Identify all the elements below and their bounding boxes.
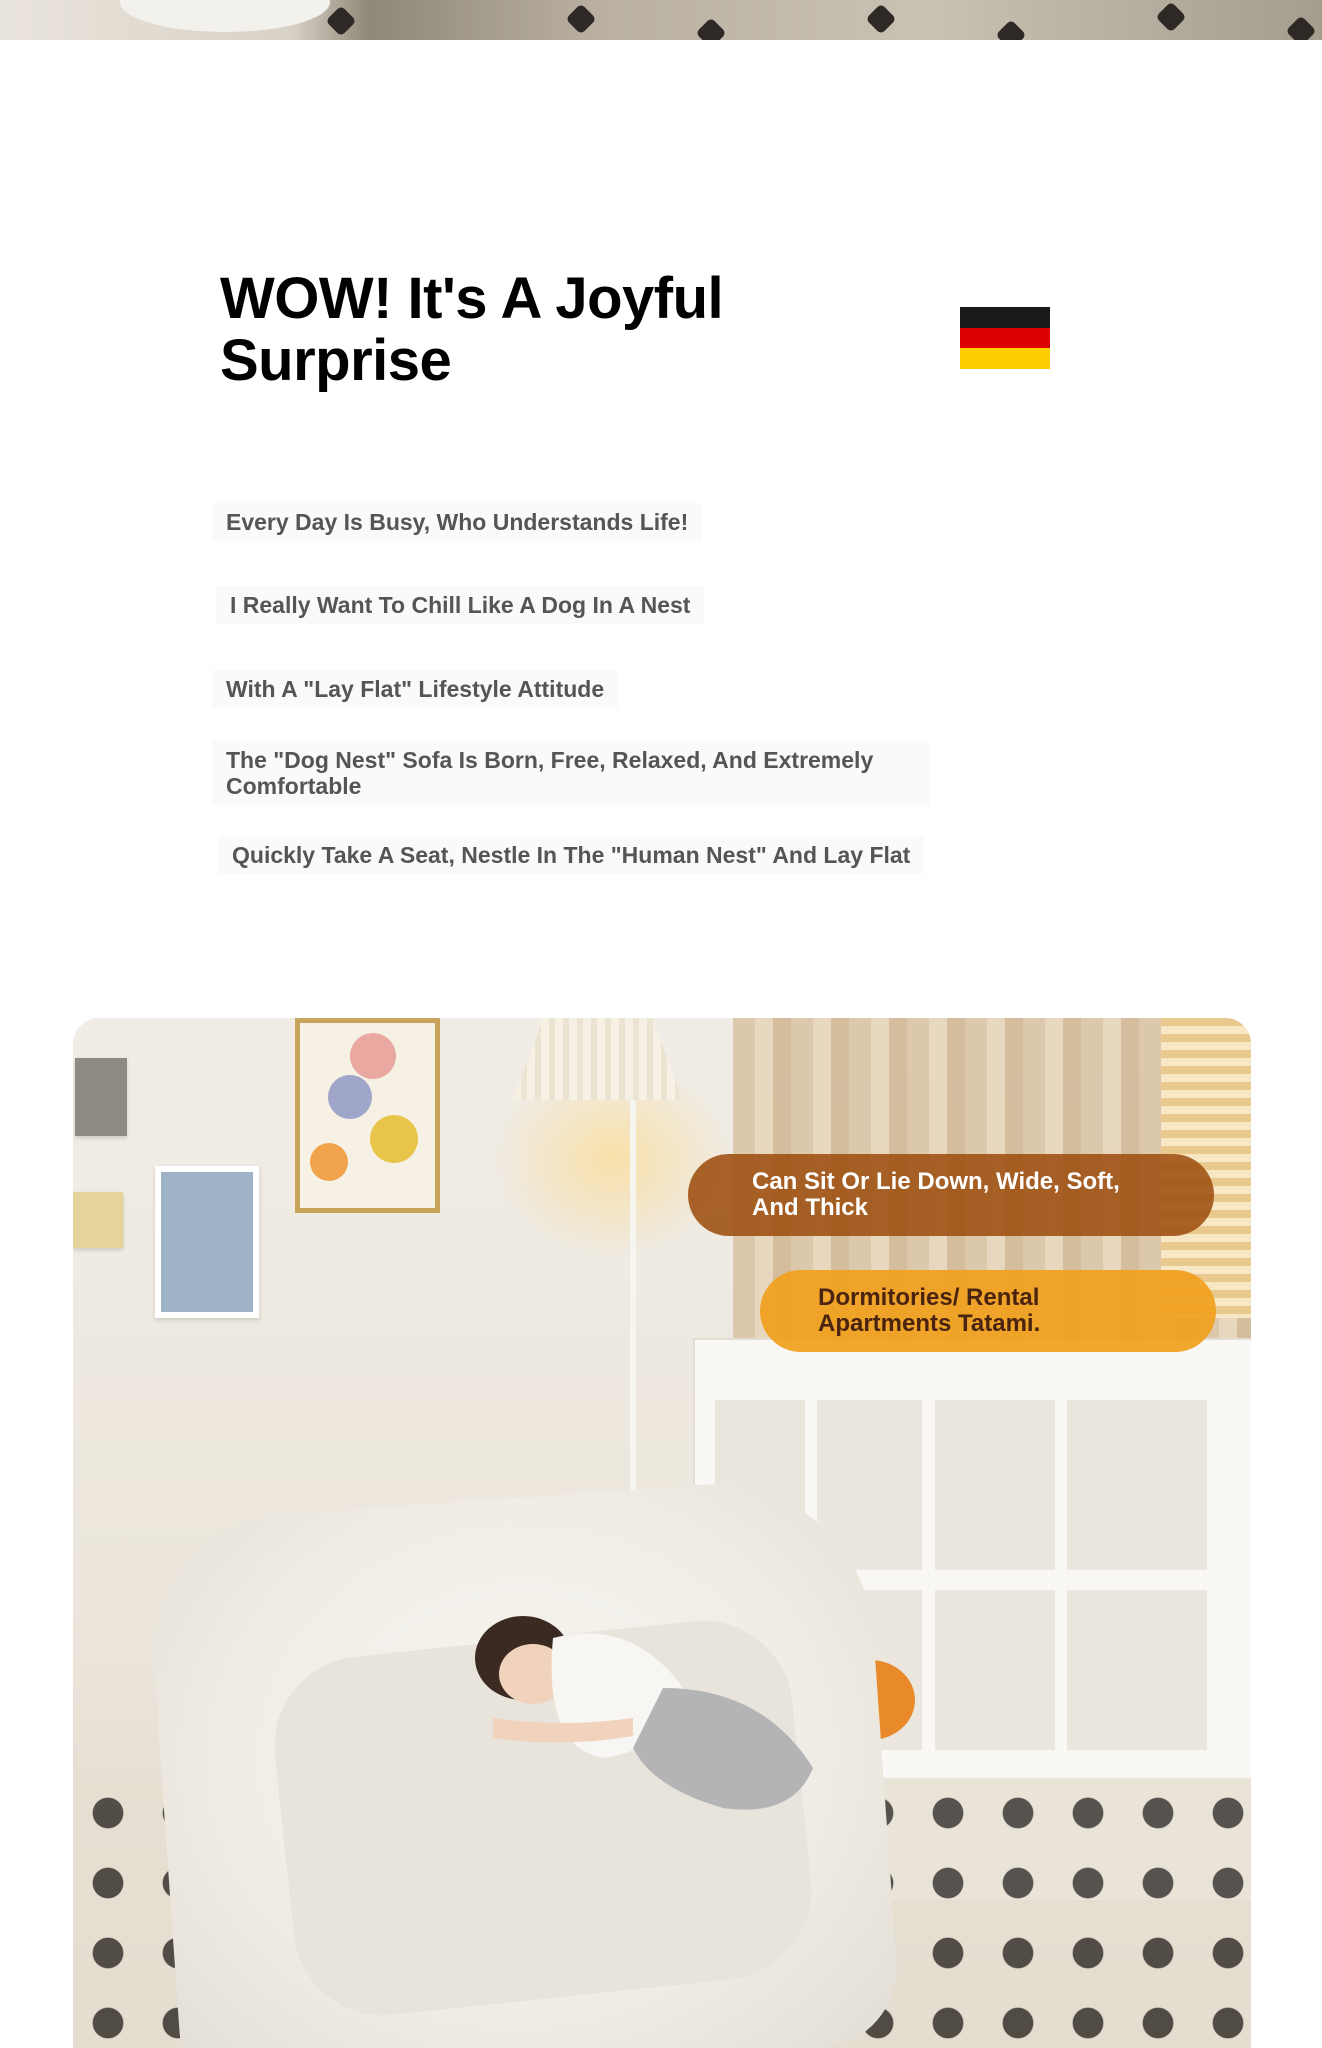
flag-stripe-red bbox=[960, 328, 1050, 349]
woman-pants bbox=[633, 1688, 813, 1810]
flower-shape bbox=[328, 1075, 372, 1119]
tagline-line-2: I Really Want To Chill Like A Dog In A Nest bbox=[216, 586, 704, 624]
rug-dot bbox=[325, 5, 356, 36]
tagline-line-1: Every Day Is Busy, Who Understands Life! bbox=[212, 503, 702, 541]
feature-badge-text: Can Sit Or Lie Down, Wide, Soft, And Thick bbox=[752, 1168, 1120, 1221]
flower-art-frame bbox=[295, 1018, 440, 1213]
shelf-cell bbox=[1067, 1590, 1207, 1750]
flower-shape bbox=[350, 1033, 396, 1079]
rug-dot bbox=[565, 3, 596, 34]
shelf-cell bbox=[1067, 1400, 1207, 1570]
rug-dot bbox=[695, 17, 726, 40]
rug-dot bbox=[1155, 1, 1186, 32]
top-photo-strip bbox=[0, 0, 1322, 40]
flower-shape bbox=[370, 1115, 418, 1163]
flag-stripe-black bbox=[960, 307, 1050, 328]
rug-dot bbox=[1285, 15, 1316, 40]
rug-dot bbox=[865, 3, 896, 34]
tagline-line-5: Quickly Take A Seat, Nestle In The "Human Nest" And Lay Flat bbox=[218, 836, 924, 874]
page-title: WOW! It's A Joyful Surprise bbox=[220, 266, 724, 393]
wall-note-card bbox=[73, 1192, 123, 1248]
wall-photo-card bbox=[155, 1166, 259, 1318]
shelf-cell bbox=[935, 1590, 1055, 1750]
shelf-cell bbox=[935, 1400, 1055, 1570]
feature-badge-sit-or-lie bbox=[688, 1154, 1214, 1236]
flower-shape bbox=[310, 1143, 348, 1181]
feature-badge-dormitories bbox=[760, 1270, 1216, 1352]
feature-badge-text: Dormitories/ Rental Apartments Tatami. bbox=[818, 1284, 1041, 1337]
rug-dot bbox=[995, 19, 1026, 40]
wall-photo-card bbox=[75, 1058, 127, 1136]
tagline-line-4: The "Dog Nest" Sofa Is Born, Free, Relaxed, And Extremely Comfortable bbox=[212, 741, 930, 805]
pillow-shape bbox=[120, 0, 330, 32]
tagline-line-3: With A "Lay Flat" Lifestyle Attitude bbox=[212, 670, 618, 708]
flag-stripe-gold bbox=[960, 348, 1050, 369]
germany-flag-icon bbox=[960, 307, 1050, 369]
sleeping-woman bbox=[433, 1578, 853, 1838]
